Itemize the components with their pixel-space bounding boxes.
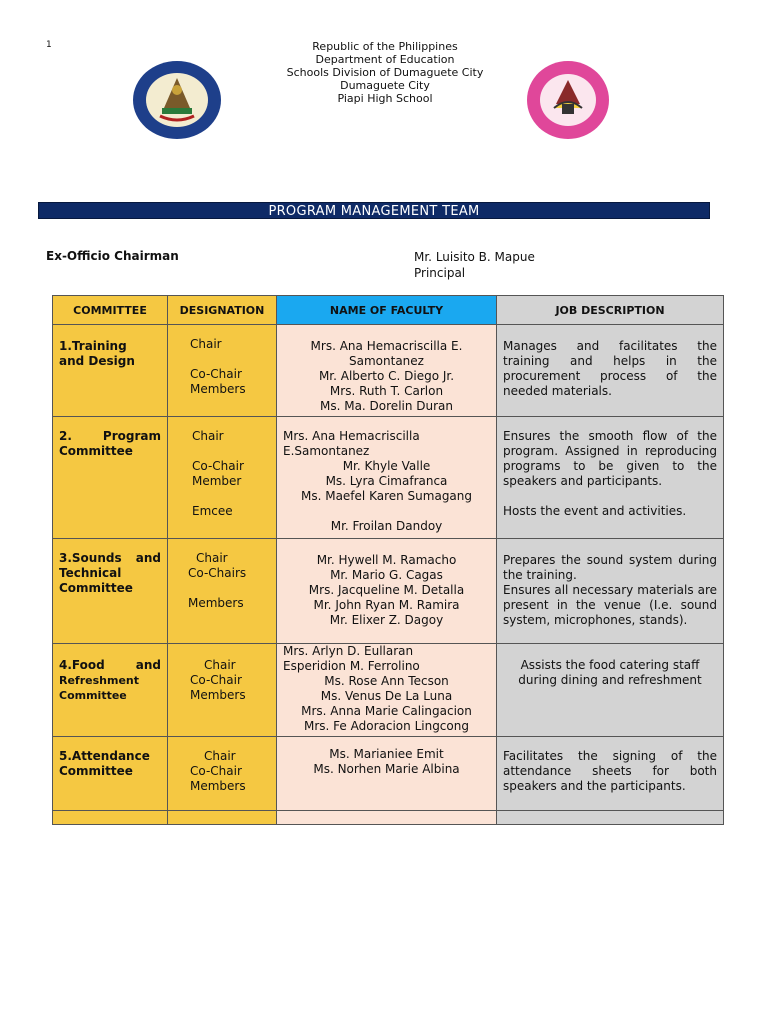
designation: Co-Chairs bbox=[188, 566, 247, 580]
committee-name: 2. Program bbox=[59, 429, 161, 443]
job-cell bbox=[497, 644, 724, 737]
committee-name: 4.Food and bbox=[59, 658, 161, 672]
division-seal-logo bbox=[132, 60, 222, 140]
committee-cell bbox=[53, 644, 168, 737]
job-description: Assists the food catering staff during dining and refreshment bbox=[518, 658, 702, 687]
committee-name: 1.Training bbox=[59, 339, 127, 353]
faculty-name: Mr. Hywell M. Ramacho bbox=[316, 553, 457, 567]
section-banner: PROGRAM MANAGEMENT TEAM bbox=[38, 202, 710, 219]
empty-cell bbox=[168, 811, 277, 825]
faculty-name: Ms. Lyra Cimafranca bbox=[325, 474, 448, 488]
faculty-name: Mr. Mario G. Cagas bbox=[330, 568, 443, 582]
table-row-empty bbox=[53, 811, 724, 825]
table-row bbox=[53, 539, 724, 644]
page-number: 1 bbox=[46, 40, 52, 50]
committee-name: and Design bbox=[59, 354, 135, 368]
faculty-name: Ms. Ma. Dorelin Duran bbox=[319, 399, 454, 413]
ex-officio-label: Ex-Officio Chairman bbox=[46, 249, 179, 263]
designation: Chair bbox=[192, 429, 224, 443]
designation: Co-Chair bbox=[190, 764, 242, 778]
faculty-name: Mrs. Jacqueline M. Detalla bbox=[308, 583, 465, 597]
committee-name: Technical bbox=[59, 566, 122, 580]
faculty-name: E.Samontanez bbox=[283, 444, 370, 458]
header-line: Piapi High School bbox=[337, 92, 433, 105]
document-header bbox=[230, 40, 540, 105]
job-cell bbox=[497, 417, 724, 539]
faculty-name: Mrs. Arlyn D. Eullaran bbox=[283, 644, 414, 658]
designation: Members bbox=[190, 779, 246, 793]
empty-cell bbox=[497, 811, 724, 825]
header-line: Department of Education bbox=[315, 53, 455, 66]
job-description: Prepares the sound system during the training. bbox=[503, 553, 717, 582]
designation: Co-Chair bbox=[190, 367, 242, 381]
job-description: Hosts the event and activities. bbox=[503, 504, 687, 518]
committee-name: Refreshment bbox=[59, 674, 139, 687]
faculty-name: Mr. John Ryan M. Ramira bbox=[313, 598, 460, 612]
faculty-name: Esperidion M. Ferrolino bbox=[283, 659, 420, 673]
designation-cell bbox=[168, 325, 277, 417]
designation: Members bbox=[188, 596, 244, 610]
faculty-name: Ms. Rose Ann Tecson bbox=[324, 674, 449, 688]
faculty-name: Samontanez bbox=[349, 354, 424, 368]
designation-cell bbox=[168, 644, 277, 737]
empty-cell bbox=[277, 811, 497, 825]
table-header-row bbox=[53, 296, 724, 325]
designation-cell bbox=[168, 737, 277, 811]
designation: Co-Chair bbox=[192, 459, 244, 473]
faculty-name: Mr. Alberto C. Diego Jr. bbox=[318, 369, 455, 383]
col-header-committee: COMMITTEE bbox=[53, 296, 168, 325]
table-row bbox=[53, 737, 724, 811]
table-row bbox=[53, 644, 724, 737]
committee-name: Committee bbox=[59, 444, 133, 458]
table-row bbox=[53, 417, 724, 539]
header-line: Republic of the Philippines bbox=[312, 40, 458, 53]
designation: Members bbox=[190, 382, 246, 396]
designation-cell bbox=[168, 539, 277, 644]
committee-name: Committee bbox=[59, 689, 127, 702]
committee-name: 3.Sounds and bbox=[59, 551, 161, 565]
job-description: Ensures the smooth flow of the program. Assigned in reproducing programs to be given to the speakers and participants. bbox=[503, 429, 717, 488]
faculty-name: Ms. Maefel Karen Sumagang bbox=[300, 489, 473, 503]
committee-cell bbox=[53, 417, 168, 539]
faculty-name: Ms. Norhen Marie Albina bbox=[313, 762, 460, 776]
faculty-name: Mrs. Anna Marie Calingacion bbox=[301, 704, 472, 718]
faculty-cell bbox=[277, 737, 497, 811]
designation: Emcee bbox=[192, 504, 233, 518]
col-header-designation: DESIGNATION bbox=[168, 296, 277, 325]
header-line: Schools Division of Dumaguete City bbox=[286, 66, 484, 79]
program-team-table bbox=[52, 295, 724, 825]
table-row bbox=[53, 325, 724, 417]
job-cell bbox=[497, 737, 724, 811]
col-header-job: JOB DESCRIPTION bbox=[497, 296, 724, 325]
committee-name: Committee bbox=[59, 581, 133, 595]
header-line: Dumaguete City bbox=[340, 79, 430, 92]
faculty-name: Ms. Venus De La Luna bbox=[320, 689, 453, 703]
ex-officio-name: Mr. Luisito B. Mapue bbox=[414, 250, 535, 264]
committee-cell bbox=[53, 737, 168, 811]
faculty-name: Ms. Marianiee Emit bbox=[329, 747, 444, 761]
faculty-name: Mr. Khyle Valle bbox=[342, 459, 431, 473]
committee-name: 5.Attendance bbox=[59, 749, 150, 763]
committee-cell bbox=[53, 539, 168, 644]
empty-cell bbox=[53, 811, 168, 825]
job-description: Manages and facilitates the training and helps in the procurement process of the needed materials. bbox=[503, 339, 717, 398]
ex-officio-info bbox=[414, 249, 535, 281]
faculty-cell bbox=[277, 539, 497, 644]
designation: Chair bbox=[196, 551, 228, 565]
faculty-cell bbox=[277, 417, 497, 539]
faculty-name: Mr. Elixer Z. Dagoy bbox=[329, 613, 444, 627]
designation: Co-Chair bbox=[190, 673, 242, 687]
designation: Chair bbox=[204, 749, 236, 763]
faculty-cell bbox=[277, 325, 497, 417]
faculty-name: Mrs. Ruth T. Carlon bbox=[329, 384, 444, 398]
faculty-name: Mrs. Ana Hemacriscilla bbox=[283, 429, 420, 443]
faculty-cell bbox=[277, 644, 497, 737]
designation-cell bbox=[168, 417, 277, 539]
faculty-name: Mr. Froilan Dandoy bbox=[330, 519, 443, 533]
job-description: Ensures all necessary materials are present in the venue (I.e. sound system, microphones, stands). bbox=[503, 583, 717, 627]
col-header-faculty: NAME OF FACULTY bbox=[277, 296, 497, 325]
designation: Members bbox=[190, 688, 246, 702]
school-seal-logo bbox=[526, 60, 610, 140]
job-description: Facilitates the signing of the attendance sheets for both speakers and the participants. bbox=[503, 749, 717, 793]
designation: Chair bbox=[204, 658, 236, 672]
ex-officio-position: Principal bbox=[414, 266, 466, 280]
committee-cell bbox=[53, 325, 168, 417]
designation: Member bbox=[192, 474, 242, 488]
job-cell bbox=[497, 325, 724, 417]
faculty-name: Mrs. Ana Hemacriscilla E. bbox=[310, 339, 463, 353]
job-cell bbox=[497, 539, 724, 644]
committee-name: Committee bbox=[59, 764, 133, 778]
faculty-name: Mrs. Fe Adoracion Lingcong bbox=[304, 719, 469, 733]
designation: Chair bbox=[190, 337, 222, 351]
